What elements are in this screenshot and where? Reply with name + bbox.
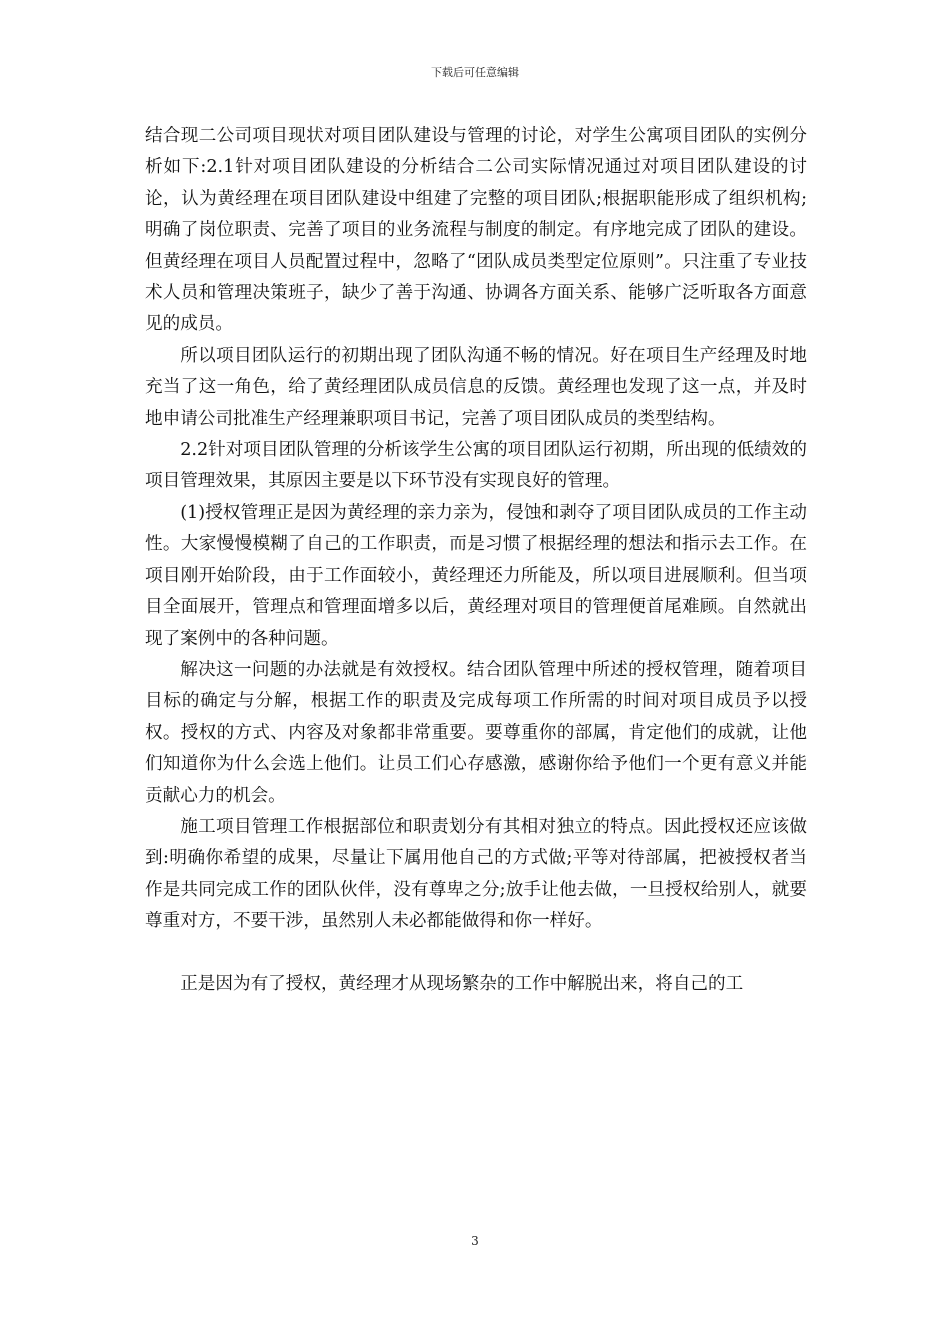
paragraph-4: (1)授权管理正是因为黄经理的亲力亲为，侵蚀和剥夺了项目团队成员的工作主动性。大家慢慢模糊了自己的工作职责，而是习惯了根据经理的想法和指示去工作。在项目刚开始阶段，由于工作面较小，黄经理还力所能及，所以项目进展顺利。但当项目全面展开，管理点和管理面增多以后，黄经理对项目的管理便首尾难顾。自然就出现了案例中的各种问题。 (145, 502, 807, 649)
paragraph-3: 2.2针对项目团队管理的分析该学生公寓的项目团队运行初期，所出现的低绩效的项目管理效果，其原因主要是以下环节没有实现良好的管理。 (145, 440, 807, 492)
page-number: 3 (471, 1234, 479, 1248)
paragraph-1: 结合现二公司项目现状对项目团队建设与管理的讨论，对学生公寓项目团队的实例分析如下:2.1针对项目团队建设的分析结合二公司实际情况通过对项目团队建设的讨论，认为黄经理在项目团队建设中组建了完整的项目团队;根据职能形成了组织机构;明确了岗位职责、完善了项目的业务流程与制度的制定。有序地完成了团队的建设。但黄经理在项目人员配置过程中，忽略了“团队成员类型定位原则”。只注重了专业技术人员和管理决策班子，缺少了善于沟通、协调各方面关系、能够广泛听取各方面意见的成员。 (145, 126, 807, 335)
paragraph-2: 所以项目团队运行的初期出现了团队沟通不畅的情况。好在项目生产经理及时地充当了这一角色，给了黄经理团队成员信息的反馈。黄经理也发现了这一点，并及时地申请公司批准生产经理兼职项目书记，完善了项目团队成员的类型结构。 (145, 345, 807, 429)
document-body (145, 121, 807, 1000)
page-header: 下载后可任意编辑 (431, 66, 519, 79)
paragraph-5: 解决这一问题的办法就是有效授权。结合团队管理中所述的授权管理，随着项目目标的确定与分解，根据工作的职责及完成每项工作所需的时间对项目成员予以授权。授权的方式、内容及对象都非常重要。要尊重你的部属，肯定他们的成就，让他们知道你为什么会选上他们。让员工们心存感激，感谢你给予他们一个更有意义并能贡献心力的机会。 (145, 659, 807, 806)
paragraph-7: 正是因为有了授权，黄经理才从现场繁杂的工作中解脱出来，将自己的工 (180, 973, 744, 994)
paragraph-6: 施工项目管理工作根据部位和职责划分有其相对独立的特点。因此授权还应该做到:明确你希望的成果，尽量让下属用他自己的方式做;平等对待部属，把被授权者当作是共同完成工作的团队伙伴，没有尊卑之分;放手让他去做，一旦授权给别人，就要尊重对方，不要干涉，虽然别人未必都能做得和你一样好。 (145, 816, 807, 932)
